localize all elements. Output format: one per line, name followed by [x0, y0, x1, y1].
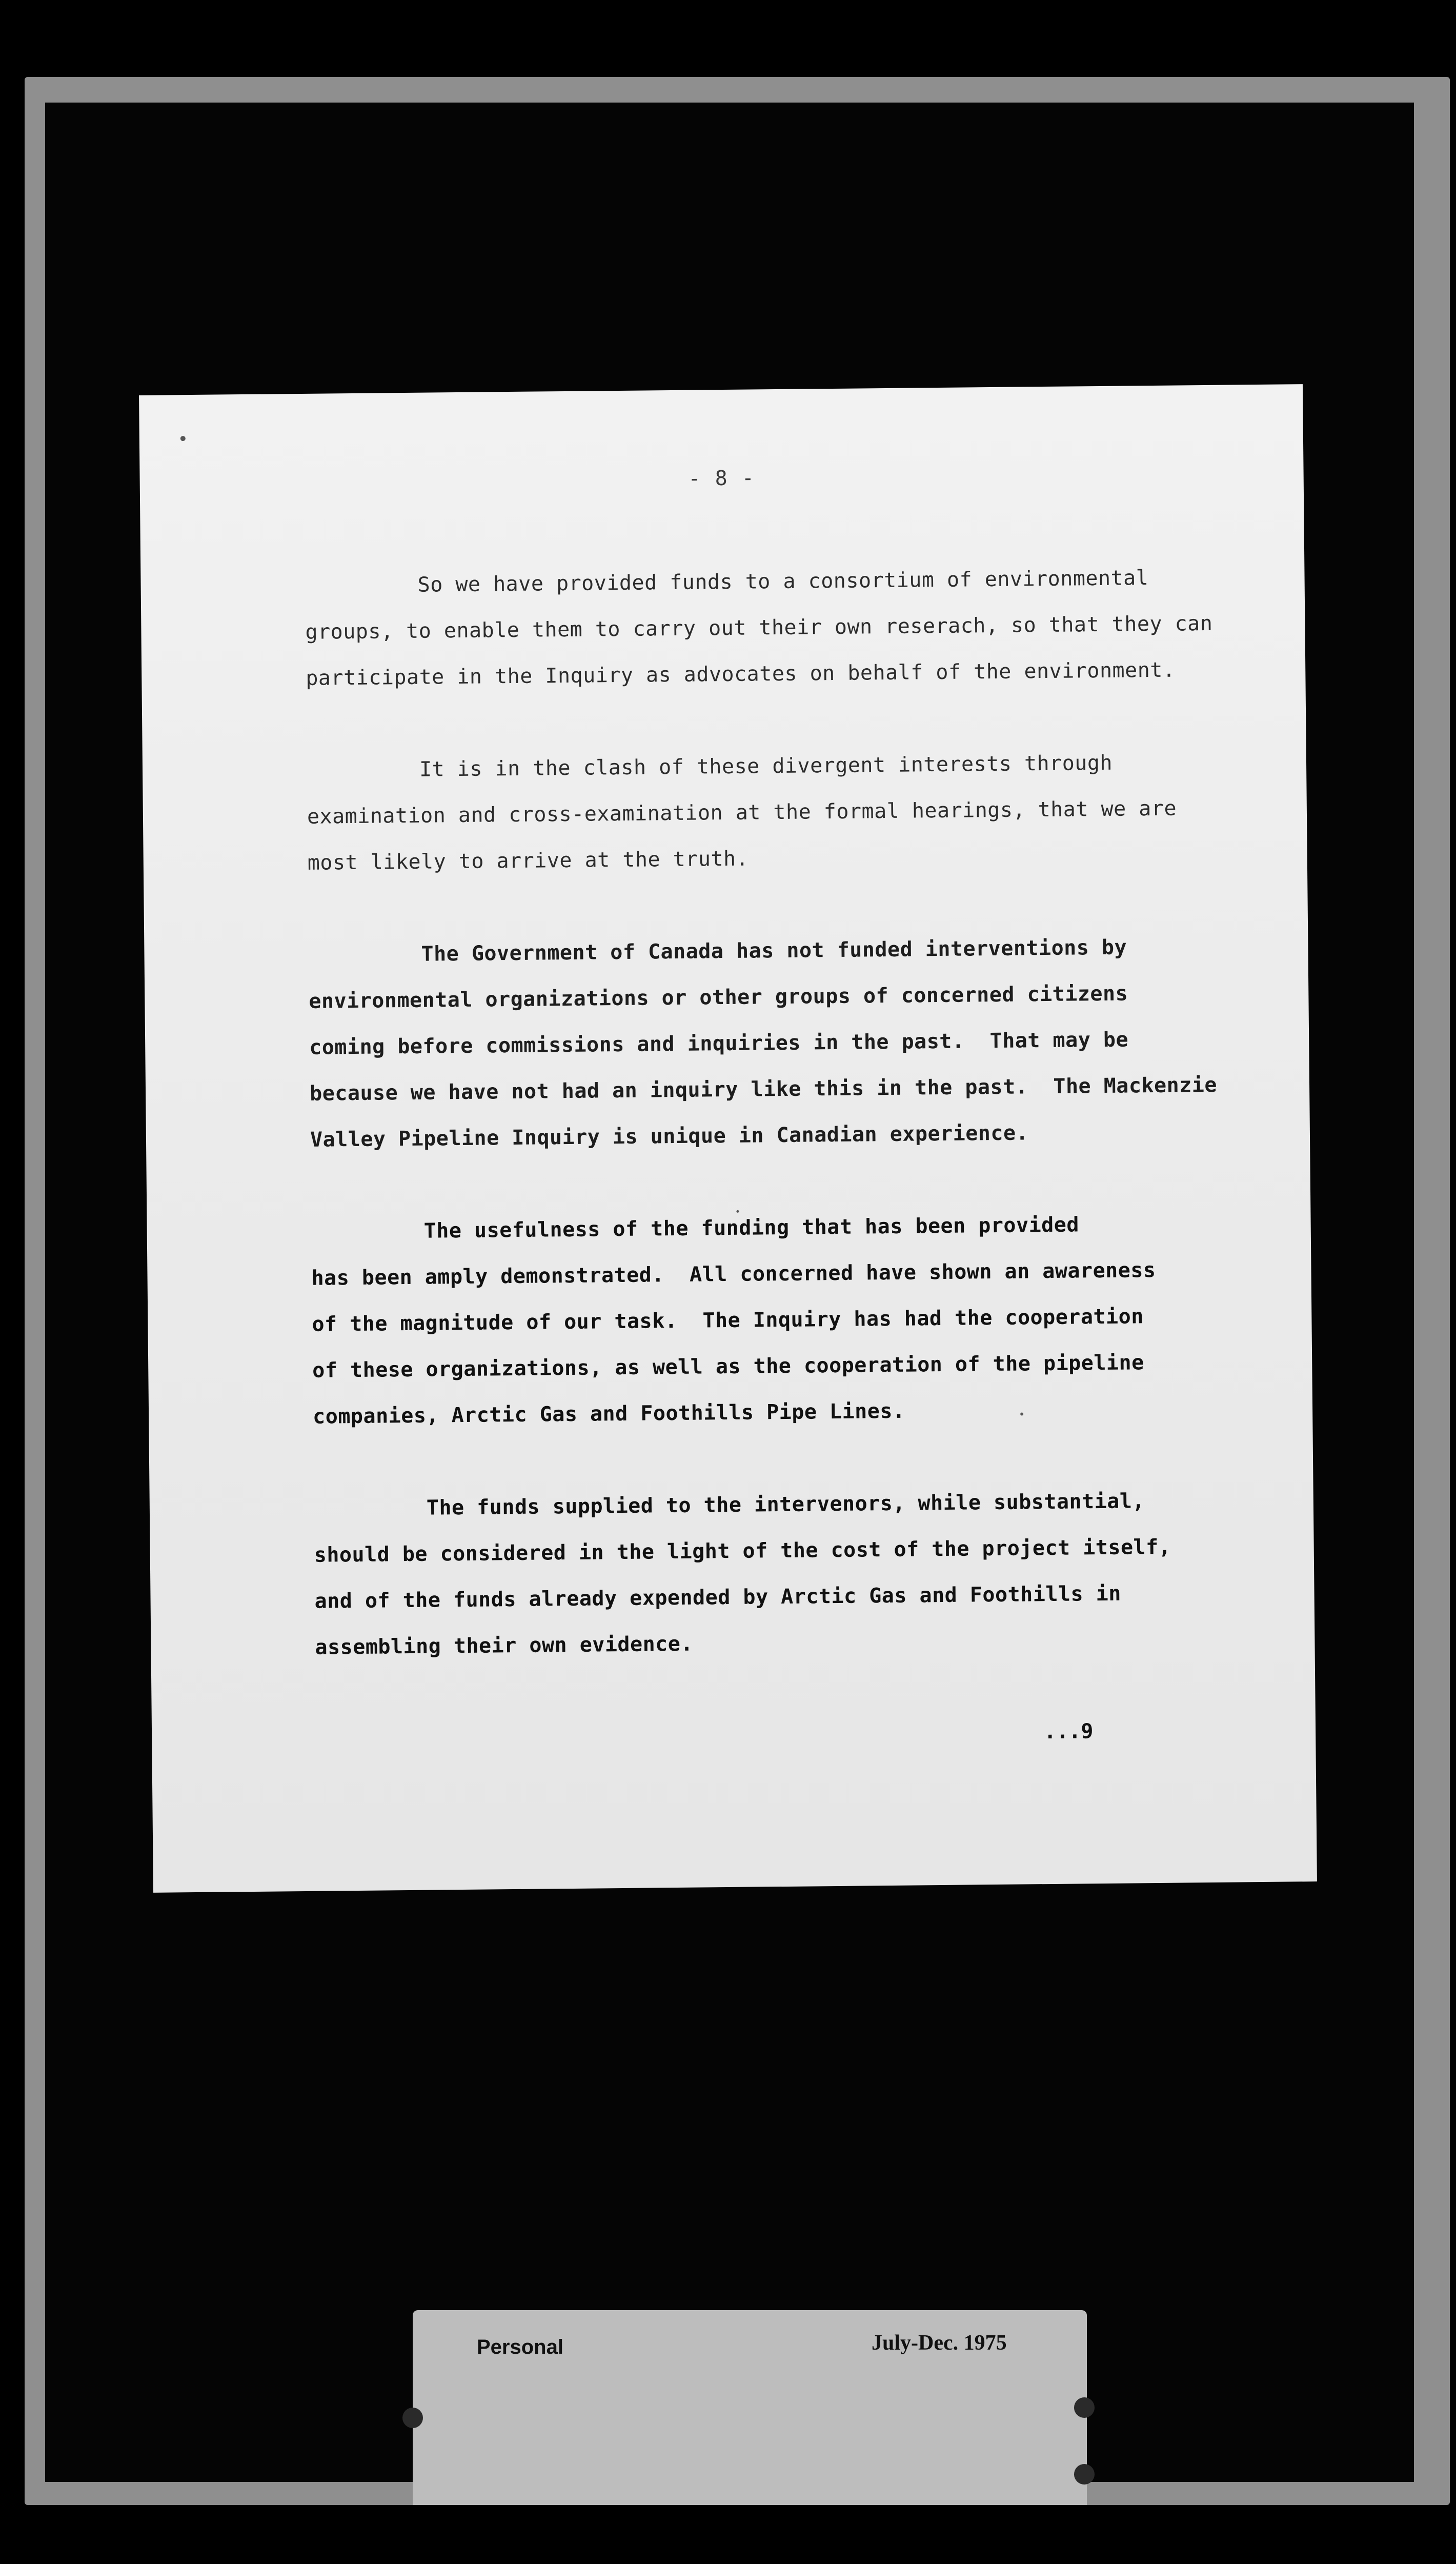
text-line: most likely to arrive at the truth.	[307, 847, 749, 875]
paragraph-3	[308, 923, 1243, 1163]
continuation-marker: ...9	[1043, 1719, 1094, 1744]
text-line: The funds supplied to the intervenors, while substantial,	[426, 1489, 1145, 1520]
document-page	[139, 384, 1317, 1893]
archive-label	[413, 2310, 1087, 2505]
text-line: groups, to enable them to carry out their own reserach, so that they can	[305, 611, 1213, 644]
text-line: The Government of Canada has not funded interventions by	[421, 935, 1127, 966]
text-line: should be considered in the light of the cost of the project itself,	[314, 1535, 1171, 1567]
punch-hole	[402, 2408, 423, 2428]
text-line: Valley Pipeline Inquiry is unique in Canadian experience.	[310, 1121, 1029, 1152]
paragraph-2	[307, 738, 1241, 886]
page-number: - 8 -	[688, 466, 756, 491]
text-line: examination and cross-examination at the formal hearings, that we are	[307, 796, 1177, 829]
text-line: coming before commissions and inquiries in the past. That may be	[309, 1028, 1129, 1059]
film-speck	[736, 1210, 739, 1213]
film-speck	[1020, 1412, 1023, 1415]
punch-hole	[1074, 2464, 1095, 2485]
paragraph-1	[305, 554, 1239, 701]
paragraph-5	[313, 1477, 1248, 1670]
text-line: It is in the clash of these divergent interests through	[419, 751, 1113, 782]
text-line: has been amply demonstrated. All concerned have shown an awareness	[311, 1258, 1156, 1290]
text-line: of the magnitude of our task. The Inquiry has had the cooperation	[312, 1305, 1144, 1336]
paragraph-4	[311, 1200, 1246, 1439]
label-category: Personal	[477, 2336, 563, 2358]
text-line: companies, Arctic Gas and Foothills Pipe Lines.	[312, 1399, 905, 1429]
text-line: and of the funds already expended by Arctic Gas and Foothills in	[314, 1581, 1122, 1613]
punch-hole	[1074, 2397, 1095, 2418]
text-line: of these organizations, as well as the cooperation of the pipeline	[312, 1351, 1144, 1383]
text-line: So we have provided funds to a consortium of environmental	[417, 566, 1149, 597]
document-body	[305, 554, 1249, 1716]
text-line: assembling their own evidence.	[315, 1632, 694, 1659]
text-line: environmental organizations or other groups of concerned citizens	[309, 981, 1128, 1013]
label-date-range: July-Dec. 1975	[872, 2331, 1007, 2355]
text-line: participate in the Inquiry as advocates on behalf of the environment.	[306, 658, 1176, 690]
text-line: The usefulness of the funding that has been provided	[423, 1213, 1080, 1243]
text-line: because we have not had an inquiry like this in the past. The Mackenzie	[309, 1073, 1218, 1106]
film-speck	[180, 436, 186, 441]
